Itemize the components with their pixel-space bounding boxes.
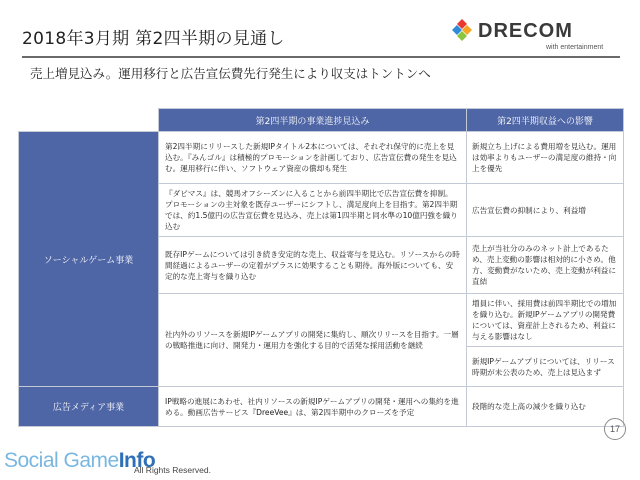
category-ad-media: 広告メディア事業 (19, 387, 159, 427)
watermark-logo (4, 449, 155, 473)
category-social-game: ソーシャルゲーム事業 (19, 132, 159, 387)
impact-cell: 段階的な売上高の減少を織り込む (467, 387, 624, 427)
watermark-brand: Social Game (4, 449, 119, 472)
colorful-diamond-icon (450, 18, 474, 42)
progress-cell: 第2四半期にリリースした新規IPタイトル2本については、それぞれ保守的に売上を見込む。『みんゴル』は積極的プロモーションを計画しており、広告宣伝費の発生を見込む。運用移行に伴い、ソフトウェア資産の償却も発生 (159, 132, 467, 184)
impact-cell: 新規立ち上げによる費用増を見込む。運用は効率よりもユーザーの満足度の維持・向上を優先 (467, 132, 624, 184)
header-blank (19, 109, 159, 132)
copyright-text: All Rights Reserved. (134, 465, 212, 475)
table-header-row (19, 109, 624, 132)
table-row (19, 387, 624, 427)
title-divider (22, 56, 620, 58)
progress-cell: 『ダビマス』は、競馬オフシーズンに入ることから前四半期比で広告宣伝費を抑制。プロモーションの主対象を既存ユーザーにシフトし、満足度向上を目指す。第2四半期では、約1.5億円の広告宣伝費を見込み、売上は第1四半期と同水準の10億円強を織り込む (159, 184, 467, 237)
header-progress: 第2四半期の事業進捗見込み (159, 109, 467, 132)
watermark-brand-info: Info (118, 449, 156, 472)
progress-cell: 既存IPゲームについては引き続き安定的な売上、収益寄与を見込む。リソースからの時間経過によるユーザーの定着がプラスに効果することも期待。海外版についても、安定的な売上寄与を織り込む (159, 237, 467, 294)
impact-cell: 広告宣伝費の抑制により、利益増 (467, 184, 624, 237)
progress-cell: IP戦略の進展にあわせ、社内リソースの新規IPゲームアプリの開発・運用への集約を進める。動画広告サービス『DreeVee』は、第2四半期中のクローズを予定 (159, 387, 467, 427)
header-impact: 第2四半期収益への影響 (467, 109, 624, 132)
table-row (19, 132, 624, 184)
progress-cell: 社内外のリソースを新規IPゲームアプリの開発に集約し、順次リリースを目指す。一層の戦略推進に向け、開発力・運用力を強化する目的で活発な採用活動を継続 (159, 294, 467, 387)
logo-name: DRECOM (478, 20, 573, 42)
page-title: 2018年3月期 第2四半期の見通し (22, 29, 285, 49)
drecom-logo (450, 16, 620, 54)
impact-cell: 増員に伴い、採用費は前四半期比での増加を織り込む。新規IPゲームアプリの開発費については、資産計上されるため、利益に与える影響はなし (467, 294, 624, 347)
page-number: 17 (604, 418, 626, 440)
page-subtitle: 売上増見込み。運用移行と広告宣伝費先行発生により収支はトントンへ (30, 66, 431, 81)
logo-tagline: with entertainment (546, 44, 604, 51)
impact-cell: 新規IPゲームアプリについては、リリース時期が未公表のため、売上は見込まず (467, 347, 624, 387)
impact-cell: 売上が当社分のみのネット計上であるため、売上変動の影響は相対的に小さめ。他方、変動費がないため、売上変動が利益に直結 (467, 237, 624, 294)
outlook-table (18, 108, 624, 427)
